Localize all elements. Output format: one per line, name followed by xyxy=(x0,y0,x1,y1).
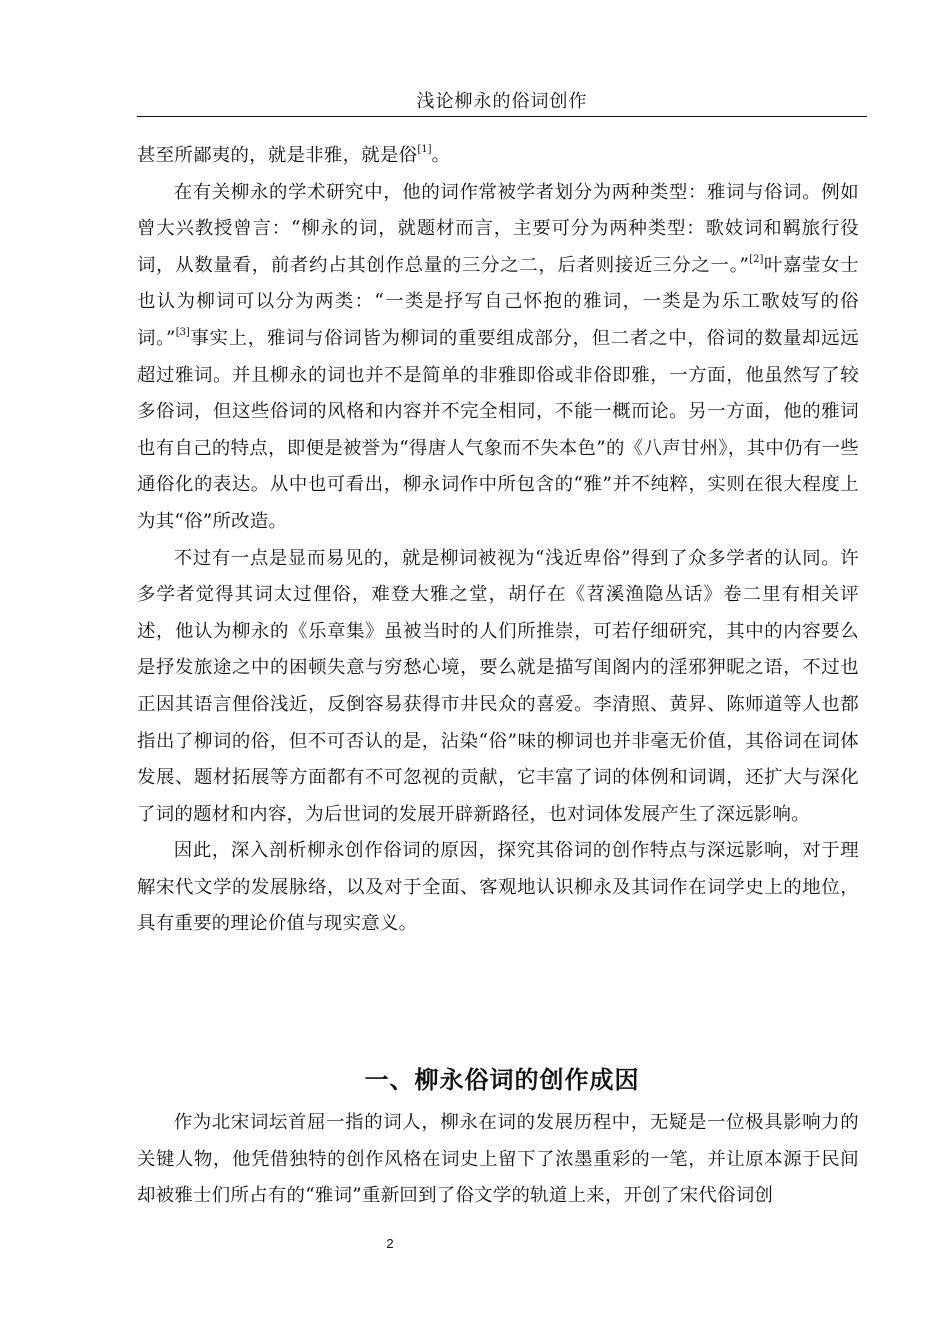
paragraph-text: 甚至所鄙夷的，就是非雅，就是俗 xyxy=(137,145,418,166)
paragraph-text: 事实上，雅词与俗词皆为柳词的重要组成部分，但二者之中，俗词的数量却远远超过雅词。并且柳永的词也并不是简单的非雅即俗或非俗即雅，一方面，他虽然写了较多俗词，但这些俗词的风格和内容并不完全相同，不能一概而论。另一方面，他的雅词也有自己的特点，即便是被誉为“得唐人气象而不失本色”的《八声甘州》，其中仍有一些通俗化的表达。从中也可看出，柳永词作中所包含的“雅”并不纯粹，实则在很大程度上为其“俗”所改造。 xyxy=(137,327,859,532)
running-header-title: 浅论柳永的俗词创作 xyxy=(416,91,588,112)
paragraph: 作为北宋词坛首屈一指的词人，柳永在词的发展历程中，无疑是一位极具影响力的关键人物，他凭借独特的创作风格在词史上留下了浓墨重彩的一笔，并让原本源于民间却被雅士们所占有的“雅词”重新回到了俗文学的轨道上来，开创了宋代俗词创 xyxy=(137,1112,859,1207)
section-body xyxy=(137,1105,859,1215)
paragraph-text: 叶嘉莹女士也认为柳词可以分为两类：“一类是抒写自己怀抱的雅词，一类是为乐工歌妓写的俗词。” xyxy=(137,254,859,349)
paragraph: 因此，深入剖析柳永创作俗词的原因，探究其俗词的创作特点与深远影响，对于理解宋代文学的发展脉络，以及对于全面、客观地认识柳永及其词作在词学史上的地位，具有重要的理论价值与现实意义。 xyxy=(137,840,859,935)
page-number: 2 xyxy=(386,1236,394,1251)
body-text xyxy=(137,138,859,943)
citation-marker[interactable]: [2] xyxy=(749,253,764,265)
paragraph: 不过有一点是显而易见的，就是柳词被视为“浅近卑俗”得到了众多学者的认同。许多学者觉得其词太过俚俗，难登大雅之堂，胡仔在《苕溪渔隐丛话》卷二里有相关评述，他认为柳永的《乐章集》虽被当时的人们所推崇，可若仔细研究，其中的内容要么是抒发旅途之中的困顿失意与穷愁心境，要么就是描写闺阁内的淫邪狎昵之语，不过也正因其语言俚俗浅近，反倒容易获得市井民众的喜爱。李清照、黄昇、陈师道等人也都指出了柳词的俗，但不可否认的是，沾染“俗”味的柳词也并非毫无价值，其俗词在词体发展、题材拓展等方面都有不可忽视的贡献，它丰富了词的体例和词调，还扩大与深化了词的题材和内容，为后世词的发展开辟新路径，也对词体发展产生了深远影响。 xyxy=(137,547,859,825)
running-header xyxy=(137,88,867,117)
paragraph-text: 在有关柳永的学术研究中，他的词作常被学者划分为两种类型：雅词与俗词。例如曾大兴教授曾言：“柳永的词，就题材而言，主要可分为两种类型：歌妓词和羁旅行役词，从数量看，前者约占其创作总量的三分之二，后者则接近三分之一。” xyxy=(137,181,859,276)
paragraph-text: 。 xyxy=(431,145,451,166)
citation-marker[interactable]: [3] xyxy=(175,326,190,338)
paragraph-continued xyxy=(137,138,859,175)
citation-marker[interactable]: [1] xyxy=(417,144,432,155)
paragraph xyxy=(137,175,859,541)
section-heading: 一、柳永俗词的创作成因 xyxy=(364,1065,640,1094)
